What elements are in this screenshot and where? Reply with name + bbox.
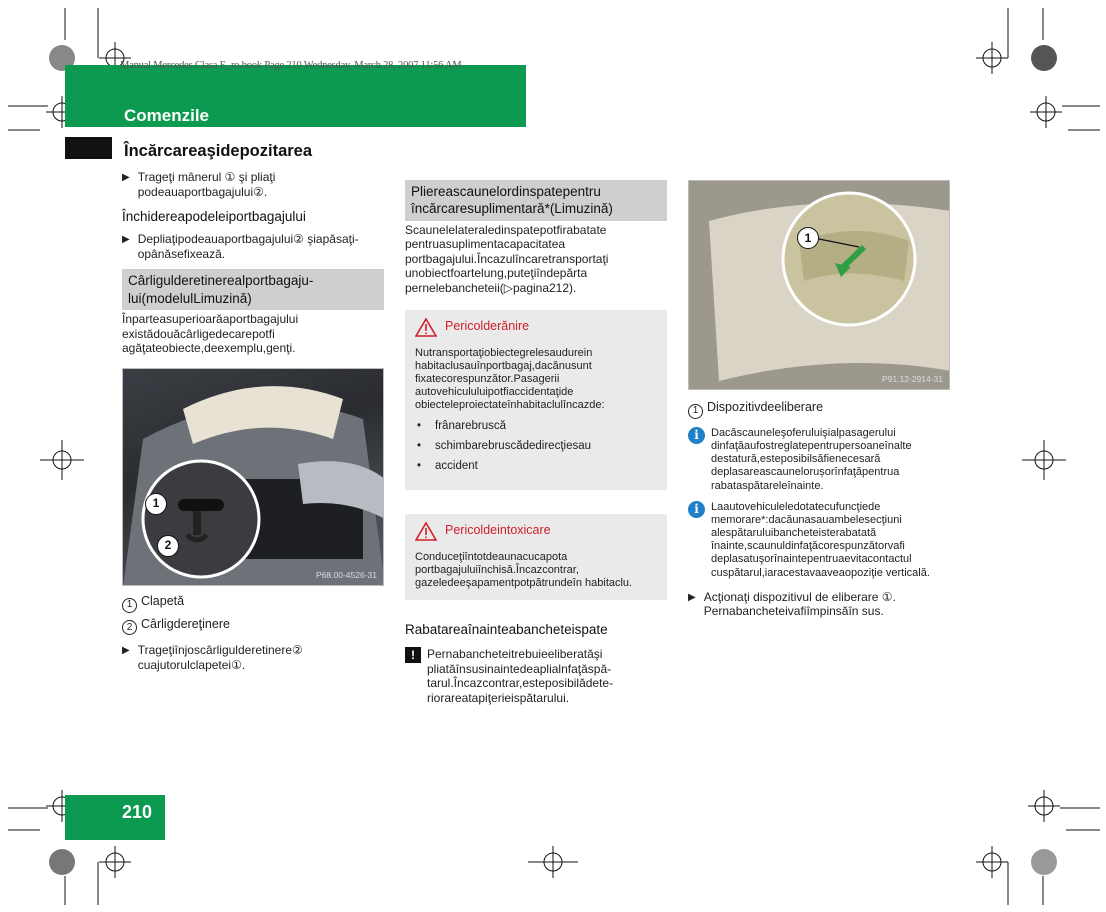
warning-injury-box [405,310,667,490]
bullet-triangle-icon: ▶ [122,172,130,183]
warning-list [415,419,657,474]
info-note-1 [688,427,950,493]
list-item: • frânarebruscă [417,419,506,432]
heading-fold-seats: Pliereascaunelordinspatepentru încărcaresuplimentară*(Limuzină) [405,180,667,221]
number-circle-icon: 1 [688,404,703,419]
attention-icon: ! [405,647,421,663]
column-right [688,180,950,625]
callout-2: 2 [157,535,179,557]
callout-1: 1 [797,227,819,249]
info-icon: i [688,427,705,444]
number-circle-icon: 1 [122,598,137,613]
warning-title: Pericolderănire [445,319,530,334]
paragraph-hooks: Înparteasuperioarăaportbagajului existădouăcârligedecarepotfi agăţateobiecte,deexemplu,genţi. [122,311,299,356]
warning-triangle-icon [415,318,437,337]
page-subtitle: Încărcareaşidepozitarea [124,142,313,160]
step-pull-hook [122,643,384,672]
warning-title: Pericoldeintoxicare [445,523,551,538]
step-text: Trageţiînjoscârligulderetinere② cuajutorulclapetei①. [137,643,303,672]
photo-reference-code: P91.12-2914-31 [882,374,943,385]
warning-text: Conduceţiîntotdeaunacucapota portbagajuluiînchisă.Încazcontrar, gazeledeeşapamentpotpătrundeîn habitaclu. [415,550,633,590]
legend-item-1: 1 Clapetă [122,594,384,613]
heading-close-floor: Închidereapodeleiportbagajului [122,209,306,225]
info-text: Laautovehiculeledotatecufuncţiede memorare*:dacăunasauambelesecţiuni alespătaruluibancheteisterabatată înainte,scaunuldinfaţăcorespunzătorvafi deplasatuşorînaintepentruaevitacontactul cuspătarul,iaracestavaaveaopoziţie verticală. [711,500,930,579]
step-text: Acţionaţi dispozitivul de eliberare ①. Pernabancheteivafiîmpinsăîn sus. [703,589,896,619]
photo-reference-code: P68.00-4526-31 [316,570,377,581]
step-release [688,590,950,619]
step-unfold-floor [122,232,384,261]
bullet-triangle-icon: ▶ [122,645,130,657]
section-tab-marker [65,137,112,159]
column-left [122,170,384,679]
bullet-triangle-icon: ▶ [688,591,696,603]
list-item: • accident [417,460,478,473]
seat-release-photo [688,180,950,390]
seat-illustration [689,181,950,390]
warning-triangle-icon [415,522,437,541]
column-middle [405,180,667,706]
number-circle-icon: 2 [122,620,137,635]
list-item: • schimbarebruscădedirecţiesau [417,439,591,452]
warning-injury-header [415,318,657,337]
book-metadata-line: Manual Mercedes Clasa E_ro.book Page 210 Wednesday, March 28, 2007 11:56 AM [120,60,462,71]
attention-text: Pernabancheteitrebuieeliberatăşi pliatăînsusinaintedeaplialnfaţăspă-tarul.Încazcontrar,esteposibilădete-riorareatapiţerieispătarului. [427,647,614,706]
callout-1: 1 [145,493,167,515]
heading-trunk-hook: Cârligulderetinerealportbagaju-lui(modelulLimuzină) [122,269,384,310]
attention-note [405,647,667,706]
info-icon: i [688,501,705,518]
bullet-triangle-icon: ▶ [122,234,130,246]
step-pull-handle [122,170,384,199]
page-number: 210 [122,802,153,822]
info-note-2 [688,501,950,580]
warning-text: Nutransportaţiobiectegrelesaudurein habitaclusauînportbagaj,dacănusunt fixatecorespunzător.Pasagerii autovehicululuipotfiaccidentaţide obiecteleproiectateînhabitaclulîncazde: [415,346,605,412]
legend-item-1: 1 Dispozitivdeeliberare [688,400,950,419]
step-text: Trageţi mânerul ① şi pliaţi podeauaportbagajului②. [137,170,276,199]
warning-intoxication-box [405,514,667,601]
warning-intoxication-header [415,522,657,541]
trunk-hook-photo [122,368,384,586]
info-text: Dacăscauneleşoferuluişialpasagerului dinfaţăaufostreglatepentrupersoaneînalte destatură,esteposibilsăfienecesară deplasareascaunelorușorînfaţăpentrua rabataspătareleînainte. [711,426,912,492]
heading-fold-bench: Rabatareaînainteabancheteispate [405,622,608,638]
section-title: Comenzile [124,106,210,125]
legend-item-2: 2 Cârligdereţinere [122,617,384,636]
paragraph-fold-seats: Scaunelelateraledinspatepotfirabatate pentruasuplimentacapacitatea portbagajului.Încazulîncaretransportaţi unobiectfoartelung,puteţiîndepărta pernelebancheteii(▷pagina212). [405,222,609,296]
step-text: Depliaţipodeauaportbagajului② şiapăsaţi-opânăsefixează. [137,232,359,261]
